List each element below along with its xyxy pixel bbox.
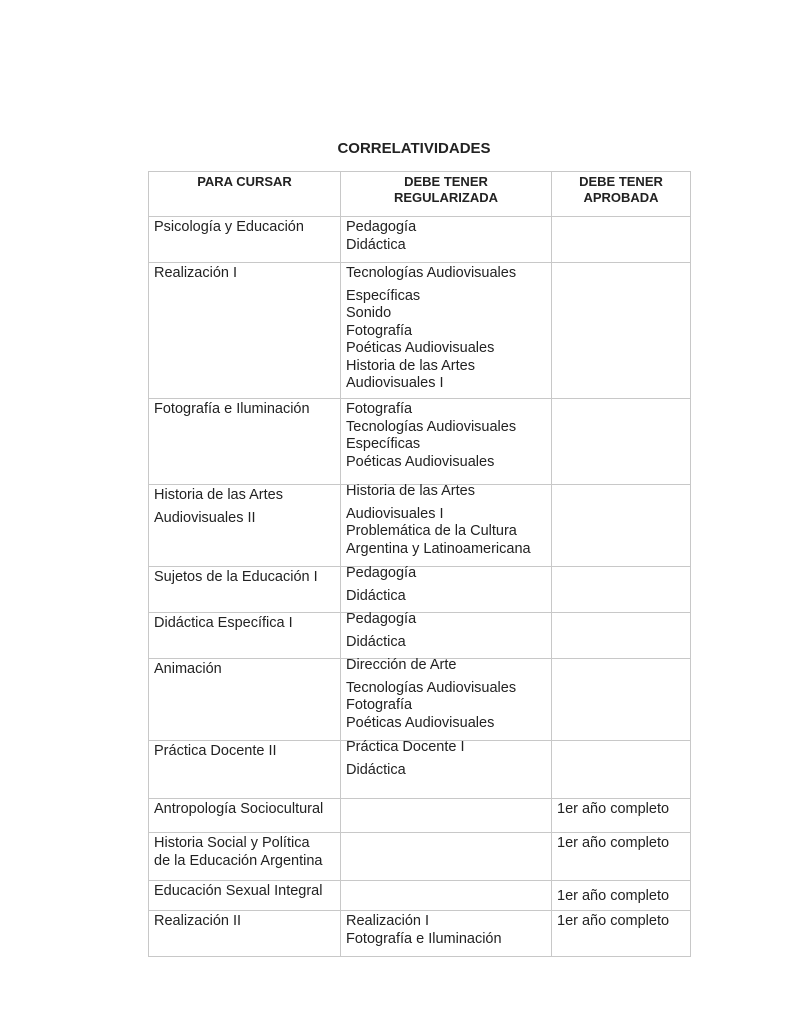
cell-aprobada bbox=[552, 741, 691, 799]
cell-regularizada bbox=[341, 741, 552, 799]
cell-aprobada bbox=[552, 911, 691, 957]
cell-text-line: Fotografía e Iluminación bbox=[346, 930, 502, 947]
cell-text-line: Didáctica bbox=[346, 633, 406, 650]
cell-text-line: de la Educación Argentina bbox=[154, 852, 323, 869]
cell-text-line: Específicas bbox=[346, 436, 421, 452]
table-row bbox=[149, 911, 691, 957]
cell-aprobada bbox=[552, 659, 691, 741]
cell-text-line: Sujetos de la Educación I bbox=[154, 569, 318, 585]
cell-text-line: Argentina y Latinoamericana bbox=[346, 540, 531, 557]
cell-aprobada bbox=[552, 217, 691, 263]
cell-text-line: Práctica Docente I bbox=[346, 739, 465, 755]
table-row bbox=[149, 881, 691, 911]
cell-para-cursar bbox=[149, 799, 341, 833]
table-row bbox=[149, 263, 691, 399]
cell-text-line: Audiovisuales I bbox=[346, 505, 444, 522]
cell-text-line: Pedagogía bbox=[346, 565, 417, 581]
cell-regularizada bbox=[341, 881, 552, 911]
cell-aprobada bbox=[552, 833, 691, 881]
table-row bbox=[149, 799, 691, 833]
cell-text-line: 1er año completo bbox=[557, 835, 670, 851]
cell-text-line: Tecnologías Audiovisuales bbox=[346, 418, 517, 435]
cell-text-line: Específicas bbox=[346, 287, 421, 304]
cell-text-line: Historia Social y Política bbox=[154, 835, 310, 851]
cell-text-line: Realización I bbox=[346, 913, 430, 929]
cell-text-line: Fotografía bbox=[346, 401, 413, 417]
cell-regularizada bbox=[341, 799, 552, 833]
cell-para-cursar bbox=[149, 217, 341, 263]
cell-para-cursar bbox=[149, 741, 341, 799]
document-title: CORRELATIVIDADES bbox=[337, 140, 491, 157]
cell-text-line: Didáctica Específica I bbox=[154, 615, 293, 631]
cell-text-line: Sonido bbox=[346, 305, 392, 321]
cell-aprobada bbox=[552, 263, 691, 399]
cell-text-line: Pedagogía bbox=[346, 611, 417, 627]
cell-text-line: Historia de las Artes bbox=[346, 357, 475, 374]
cell-text-line: Poéticas Audiovisuales bbox=[346, 340, 495, 356]
cell-text-line: Realización I bbox=[154, 265, 238, 281]
cell-text-line: Tecnologías Audiovisuales bbox=[346, 265, 517, 281]
cell-regularizada bbox=[341, 567, 552, 613]
cell-text-line: Antropología Sociocultural bbox=[154, 801, 324, 817]
cell-aprobada bbox=[552, 881, 691, 911]
cell-text-line: Historia de las Artes bbox=[346, 483, 475, 499]
cell-regularizada bbox=[341, 613, 552, 659]
cell-aprobada bbox=[552, 399, 691, 485]
cell-text-line: Dirección de Arte bbox=[346, 657, 457, 673]
cell-regularizada bbox=[341, 263, 552, 399]
cell-text-line: Fotografía bbox=[346, 322, 413, 339]
cell-regularizada bbox=[341, 485, 552, 567]
cell-para-cursar bbox=[149, 399, 341, 485]
cell-text-line: Fotografía bbox=[346, 697, 413, 713]
cell-aprobada bbox=[552, 485, 691, 567]
cell-text-line: Problemática de la Cultura bbox=[346, 523, 517, 539]
cell-text-line: Didáctica bbox=[346, 587, 406, 604]
cell-para-cursar bbox=[149, 263, 341, 399]
cell-text-line: Historia de las Artes bbox=[154, 487, 283, 503]
cell-para-cursar bbox=[149, 833, 341, 881]
cell-para-cursar bbox=[149, 911, 341, 957]
cell-text-line: Psicología y Educación bbox=[154, 219, 304, 235]
cell-regularizada bbox=[341, 833, 552, 881]
cell-regularizada bbox=[341, 399, 552, 485]
cell-text-line: Audiovisuales I bbox=[346, 375, 444, 391]
cell-text-line: Práctica Docente II bbox=[154, 743, 277, 759]
cell-text-line: Didáctica bbox=[346, 761, 406, 778]
cell-text-line: 1er año completo bbox=[557, 801, 670, 817]
correlatividades-table bbox=[148, 171, 691, 957]
cell-aprobada bbox=[552, 567, 691, 613]
header-debe-tener-regularizada: DEBE TENER REGULARIZADA bbox=[341, 172, 552, 217]
cell-aprobada bbox=[552, 613, 691, 659]
table-header-row bbox=[149, 172, 691, 217]
cell-text-line: Poéticas Audiovisuales bbox=[346, 453, 495, 470]
table-row bbox=[149, 567, 691, 613]
table-row bbox=[149, 741, 691, 799]
table-row bbox=[149, 659, 691, 741]
table-row bbox=[149, 833, 691, 881]
header-para-cursar: PARA CURSAR bbox=[149, 172, 341, 217]
cell-text-line: Animación bbox=[154, 661, 222, 677]
cell-text-line: Realización II bbox=[154, 913, 242, 929]
cell-text-line: Audiovisuales II bbox=[154, 509, 256, 526]
cell-para-cursar bbox=[149, 659, 341, 741]
cell-para-cursar bbox=[149, 613, 341, 659]
cell-text-line: Poéticas Audiovisuales bbox=[346, 714, 495, 731]
cell-text-line: Fotografía e Iluminación bbox=[154, 401, 310, 417]
header-debe-tener-aprobada: DEBE TENER APROBADA bbox=[552, 172, 691, 217]
table-row bbox=[149, 485, 691, 567]
table-row bbox=[149, 399, 691, 485]
cell-text-line: Educación Sexual Integral bbox=[154, 883, 323, 899]
table-row bbox=[149, 613, 691, 659]
cell-para-cursar bbox=[149, 485, 341, 567]
cell-regularizada bbox=[341, 911, 552, 957]
cell-aprobada bbox=[552, 799, 691, 833]
cell-text-line: Tecnologías Audiovisuales bbox=[346, 679, 517, 696]
cell-regularizada bbox=[341, 217, 552, 263]
cell-para-cursar bbox=[149, 881, 341, 911]
cell-text-line: 1er año completo bbox=[557, 888, 670, 904]
cell-text-line: Pedagogía bbox=[346, 219, 417, 235]
cell-text-line: 1er año completo bbox=[557, 913, 670, 929]
cell-text-line: Didáctica bbox=[346, 236, 406, 253]
table-row bbox=[149, 217, 691, 263]
cell-regularizada bbox=[341, 659, 552, 741]
cell-para-cursar bbox=[149, 567, 341, 613]
